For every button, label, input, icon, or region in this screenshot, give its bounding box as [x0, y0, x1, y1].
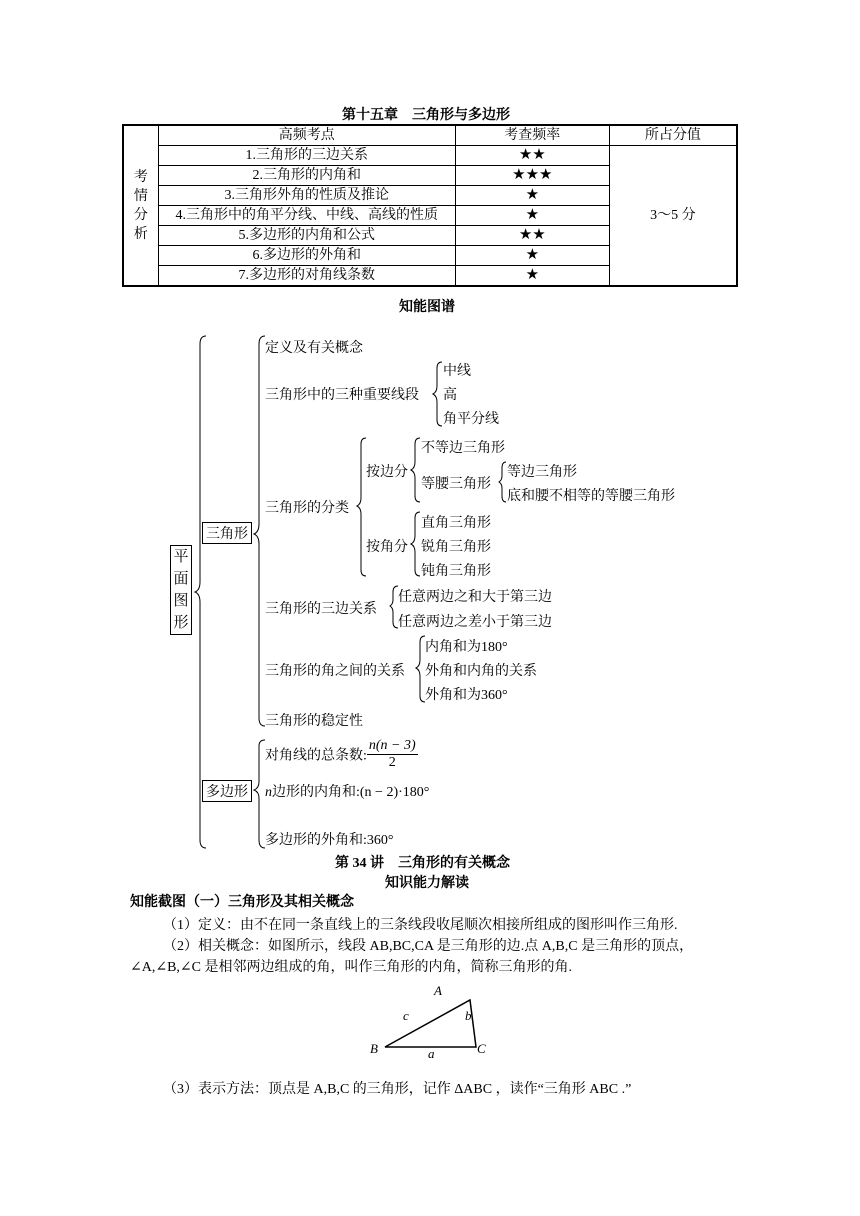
side-a-label: a	[428, 1046, 435, 1061]
node-by-angle: 按角分	[366, 540, 408, 555]
root-node-plane-figure	[170, 545, 192, 635]
interior-n: n	[265, 785, 272, 800]
header-point: 高频考点	[158, 125, 455, 146]
node-angle-relation: 三角形的角之间的关系	[265, 664, 405, 679]
brace-triangle	[254, 336, 265, 726]
node-seg-median: 中线	[443, 364, 471, 379]
map-title: 知能图谱	[399, 300, 455, 315]
node-scalene: 不等边三角形	[421, 441, 505, 456]
side-b-label: b	[465, 1008, 472, 1023]
section-title: 知识能力解读	[385, 876, 469, 891]
point-cell: 6.多边形的外角和	[158, 246, 455, 266]
side-char: 析	[133, 226, 148, 242]
root-char: 面	[173, 571, 189, 587]
stars-cell: ★★	[455, 146, 609, 166]
stars-cell: ★	[455, 206, 609, 226]
vertex-a-label: A	[434, 983, 442, 998]
point-cell: 2.三角形的内角和	[158, 166, 455, 186]
node-iso-nonequal: 底和腰不相等的等腰三角形	[507, 489, 675, 504]
side-char: 分	[133, 207, 148, 223]
node-classify: 三角形的分类	[265, 501, 349, 516]
score-cell: 3～5 分	[609, 146, 737, 287]
interior-label: 边形的内角和:	[272, 785, 360, 800]
node-triangle: 三角形	[202, 522, 252, 544]
node-by-side: 按边分	[366, 465, 408, 480]
brace-side-rel	[390, 586, 398, 628]
paragraph-definition: （1）定义：由不在同一条直线上的三条线段收尾顺次相接所组成的图形叫作三角形.	[163, 918, 678, 933]
subsection-title: 知能截图（一）三角形及其相关概念	[130, 895, 354, 910]
vertex-c-label: C	[477, 1041, 486, 1056]
header-frequency: 考查频率	[455, 125, 609, 146]
paragraph-concepts-line1: （2）相关概念：如图所示，线段 AB,BC,CA 是三角形的边.点 A,B,C 是三角形的顶点，	[163, 939, 694, 954]
brace-by-angle	[411, 512, 420, 576]
point-cell: 1.三角形的三边关系	[158, 146, 455, 166]
fraction-denominator: 2	[388, 755, 396, 770]
paragraph-concepts-line2: ∠A,∠B,∠C 是相邻两边组成的角，叫作三角形的内角，简称三角形的角.	[130, 960, 572, 975]
node-polygon: 多边形	[202, 780, 252, 802]
vertex-b-label: B	[370, 1041, 378, 1056]
node-equilateral: 等边三角形	[507, 465, 577, 480]
root-char: 图	[173, 593, 189, 609]
node-definition: 定义及有关概念	[265, 341, 363, 356]
root-char: 形	[173, 615, 189, 631]
node-segments: 三角形中的三种重要线段	[265, 388, 419, 403]
node-side-diff: 任意两边之差小于第三边	[398, 615, 552, 630]
root-char: 平	[173, 549, 189, 565]
node-acute-triangle: 锐角三角形	[421, 540, 491, 555]
node-seg-bisector: 角平分线	[443, 412, 499, 427]
side-char: 情	[133, 188, 148, 204]
brace-angle-rel	[416, 636, 425, 702]
lecture-title: 第 34 讲 三角形的有关概念	[335, 856, 510, 871]
stars-cell: ★	[455, 246, 609, 266]
brace-classify	[357, 438, 366, 576]
point-cell: 3.三角形外角的性质及推论	[158, 186, 455, 206]
node-isosceles: 等腰三角形	[421, 477, 491, 492]
node-stability: 三角形的稳定性	[265, 714, 363, 729]
triangle-shape	[385, 1000, 476, 1047]
node-seg-height: 高	[443, 388, 457, 403]
brace-polygon	[254, 740, 265, 848]
node-interior-angle-sum	[265, 781, 429, 801]
node-exterior-angle-sum: 多边形的外角和:360°	[265, 833, 394, 848]
diagonals-label: 对角线的总条数:	[265, 748, 367, 764]
brace-by-side	[411, 438, 420, 502]
point-cell: 4.三角形中的角平分线、中线、高线的性质	[158, 206, 455, 226]
diagonals-fraction	[367, 738, 418, 771]
stars-cell: ★	[455, 186, 609, 206]
node-exterior-interior: 外角和内角的关系	[425, 664, 537, 679]
node-interior-sum: 内角和为180°	[425, 640, 508, 655]
node-side-relation: 三角形的三边关系	[265, 602, 377, 617]
side-c-label: c	[403, 1008, 409, 1023]
stars-cell: ★★★	[455, 166, 609, 186]
node-diagonals	[265, 738, 418, 771]
point-cell: 5.多边形的内角和公式	[158, 226, 455, 246]
side-char: 考	[133, 169, 148, 185]
interior-formula: (n − 2)·180°	[359, 785, 430, 800]
brace-segments	[433, 362, 442, 426]
node-right-triangle: 直角三角形	[421, 516, 491, 531]
header-score: 所占分值	[609, 125, 737, 146]
triangle-figure	[385, 1000, 476, 1047]
node-side-sum: 任意两边之和大于第三边	[398, 590, 552, 605]
fraction-numerator: n(n − 3)	[368, 738, 416, 753]
brace-root	[195, 336, 206, 848]
chapter-title: 第十五章 三角形与多边形	[342, 108, 510, 123]
paragraph-notation: （3）表示方法：顶点是 A,B,C 的三角形，记作 ΔABC ，读作“三角形 ABC .”	[163, 1082, 632, 1097]
node-obtuse-triangle: 钝角三角形	[421, 564, 491, 579]
stars-cell: ★	[455, 266, 609, 287]
brace-isosceles	[499, 462, 506, 502]
stars-cell: ★★	[455, 226, 609, 246]
node-exterior-sum: 外角和为360°	[425, 688, 508, 703]
point-cell: 7.多边形的对角线条数	[158, 266, 455, 287]
